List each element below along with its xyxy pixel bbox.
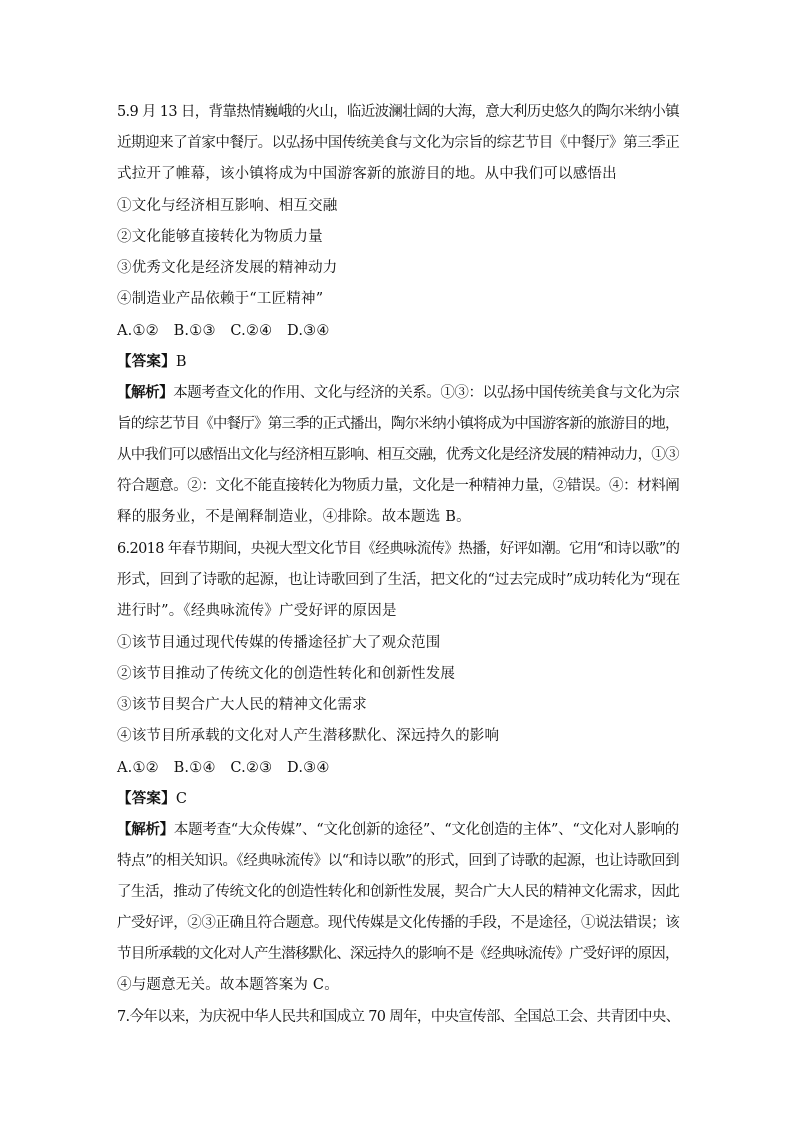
q6-stem-line-1: 6.2018 年春节期间，央视大型文化节目《经典咏流传》热播，好评如潮。它用“和诗以歌”的 bbox=[117, 541, 680, 557]
q6-analysis-line-5: 节目所承载的文化对人产生潜移默化、深远持久的影响不是《经典咏流传》广受好评的原因， bbox=[117, 946, 679, 962]
q6-analysis-line-6: ④与题意无关。故本题答案为 C。 bbox=[117, 977, 339, 993]
q5-stem-line-1: 5.9 月 13 日，背靠热情巍峨的火山，临近波澜壮阔的大海，意大利历史悠久的陶尔米纳小镇 bbox=[117, 104, 679, 120]
q5-analysis-line-2: 旨的综艺节目《中餐厅》第三季的正式播出，陶尔米纳小镇将成为中国游客新的旅游目的地， bbox=[117, 416, 679, 432]
q6-answer-value: C bbox=[175, 791, 188, 807]
q6-option-2: ②该节目推动了传统文化的创造性转化和创新性发展 bbox=[117, 666, 456, 682]
q5-choices: A.①② B.①③ C.②④ D.③④ bbox=[117, 323, 330, 339]
q5-analysis-line-4: 符合题意。②：文化不能直接转化为物质力量，文化是一种精神力量，②错误。④：材料阐 bbox=[117, 478, 680, 494]
q5-option-1: ①文化与经济相互影响、相互交融 bbox=[117, 198, 338, 214]
q5-answer bbox=[117, 352, 187, 372]
q6-option-1: ①该节目通过现代传媒的传播途径扩大了观众范围 bbox=[117, 635, 441, 651]
q6-analysis-label: 【解析】 bbox=[117, 821, 174, 838]
q6-option-4: ④该节目所承载的文化对人产生潜移默化、深远持久的影响 bbox=[117, 728, 500, 744]
q6-stem-line-2: 形式，回到了诗歌的起源，也让诗歌回到了生活，把文化的“过去完成时”成功转化为“现在 bbox=[117, 572, 680, 588]
q6-stem-line-3: 进行时”。《经典咏流传》广受好评的原因是 bbox=[117, 603, 397, 619]
q6-analysis-line-4: 广受好评，②③正确且符合题意。现代传媒是文化传播的手段，不是途径，①说法错误；该 bbox=[117, 915, 680, 931]
q6-analysis-line-1 bbox=[117, 820, 679, 840]
q5-analysis-text-1: 本题考查文化的作用、文化与经济的关系。①③：以弘扬中国传统美食与文化为宗 bbox=[173, 385, 680, 401]
q5-option-2: ②文化能够直接转化为物质力量 bbox=[117, 229, 323, 245]
q5-stem-line-2: 近期迎来了首家中餐厅。以弘扬中国传统美食与文化为宗旨的综艺节目《中餐厅》第三季正 bbox=[117, 135, 680, 151]
q5-analysis-line-3: 从中我们可以感悟出文化与经济相互影响、相互交融，优秀文化是经济发展的精神动力，①③ bbox=[117, 447, 679, 463]
q6-answer bbox=[117, 789, 187, 809]
q6-option-3: ③该节目契合广大人民的精神文化需求 bbox=[117, 697, 367, 713]
q5-option-3: ③优秀文化是经济发展的精神动力 bbox=[117, 260, 338, 276]
q5-answer-value: B bbox=[175, 354, 187, 370]
q6-answer-label: 【答案】 bbox=[117, 790, 176, 807]
q7-stem-line-1: 7.今年以来，为庆祝中华人民共和国成立 70 周年，中央宣传部、全国总工会、共青团中央、 bbox=[117, 1009, 680, 1025]
q6-analysis-line-2: 特点”的相关知识。《经典咏流传》以“和诗以歌”的形式，回到了诗歌的起源，也让诗歌回到 bbox=[117, 853, 680, 869]
q5-answer-label: 【答案】 bbox=[117, 353, 176, 370]
q5-analysis-label: 【解析】 bbox=[117, 384, 174, 401]
q5-analysis-line-5: 释的服务业，不是阐释制造业，④排除。故本题选 B。 bbox=[117, 509, 471, 525]
q6-analysis-text-1: 本题考查“大众传媒”、“文化创新的途径”、“文化创造的主体”、“文化对人影响的 bbox=[173, 822, 680, 838]
q6-analysis-line-3: 了生活，推动了传统文化的创造性转化和创新性发展，契合广大人民的精神文化需求，因此 bbox=[117, 884, 680, 900]
q5-stem-line-3: 式拉开了帷幕，该小镇将成为中国游客新的旅游目的地。从中我们可以感悟出 bbox=[117, 166, 617, 182]
q5-analysis-line-1 bbox=[117, 383, 679, 403]
q5-option-4: ④制造业产品依赖于“工匠精神” bbox=[117, 291, 324, 307]
q6-choices: A.①② B.①④ C.②③ D.③④ bbox=[117, 760, 330, 776]
